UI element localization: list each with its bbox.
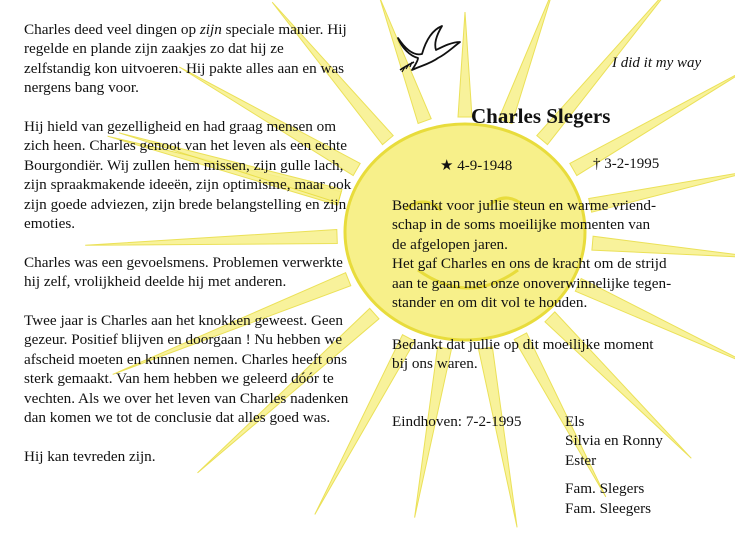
paragraph-2: Hij hield van gezelligheid en had graag mensen om zich heen. Charles genoot van het leven als een echte Bourgondiër. Wij zullen hem missen, zijn gulle lach, zijn spraakmakende ideeën, zijn optimisme, maar ook zijn goede adviezen, zijn brede belangstelling en zijn emoties. <box>24 118 352 233</box>
paragraph-1: Charles deed veel dingen op zijn speciale manier. Hij regelde en plande zijn zaakjes zo dat hij ze zelfstandig kon uitvoeren. Hij pakte alles aan en was nergens bang voor. <box>24 21 347 97</box>
signer-name: Ester <box>565 451 597 469</box>
signer-name: Silvia en Ronny <box>565 432 663 450</box>
star-icon: ★ <box>440 158 454 174</box>
emphasis-zijn: zijn <box>199 21 222 38</box>
birth-date: 4-9-1948 <box>457 158 513 174</box>
thanks-paragraph-2: Bedankt dat jullie op dit moeilijke moment bij ons waren. <box>392 336 654 373</box>
dove-icon <box>392 20 464 82</box>
signer-name: Els <box>565 413 585 430</box>
paragraph-3: Charles was een gevoelsmens. Problemen verwerkte hij zelf, vrolijkheid deelde hij met anderen. <box>24 253 343 291</box>
place-date: Eindhoven: 7-2-1995 <box>392 413 522 430</box>
paragraph-4: Twee jaar is Charles aan het knokken geweest. Geen gezeur. Positief blijven en doorgaan ! Nu hebben we afscheid moeten en kunnen nemen. Charles heeft ons sterk gemaakt. Van hem hebben we geleerd dóór te vechten. Als we over het leven van Charles nadenken dan komen we tot de conclusie dat alles goed was. <box>24 312 349 427</box>
motto: I did it my way <box>612 55 702 71</box>
deceased-name: Charles Slegers <box>471 104 611 128</box>
signer-name: Fam. Slegers <box>565 480 645 498</box>
signers <box>565 412 663 518</box>
signer-name: Fam. Sleegers <box>565 499 652 517</box>
thanks-paragraph: Bedankt voor jullie steun en warme vriend- schap in de soms moeilijke momenten van de afgelopen jaren. Het gaf Charles en ons de kracht om de strijd aan te gaan met onze onoverwinnelijke tegen- stander en om dit vol te houden. <box>392 197 672 312</box>
cross-icon: † <box>593 156 601 172</box>
left-column <box>24 20 354 466</box>
birth-line <box>440 156 512 175</box>
death-line <box>593 156 659 173</box>
death-date: 3-2-1995 <box>604 156 660 172</box>
paragraph-5: Hij kan tevreden zijn. <box>24 447 156 465</box>
